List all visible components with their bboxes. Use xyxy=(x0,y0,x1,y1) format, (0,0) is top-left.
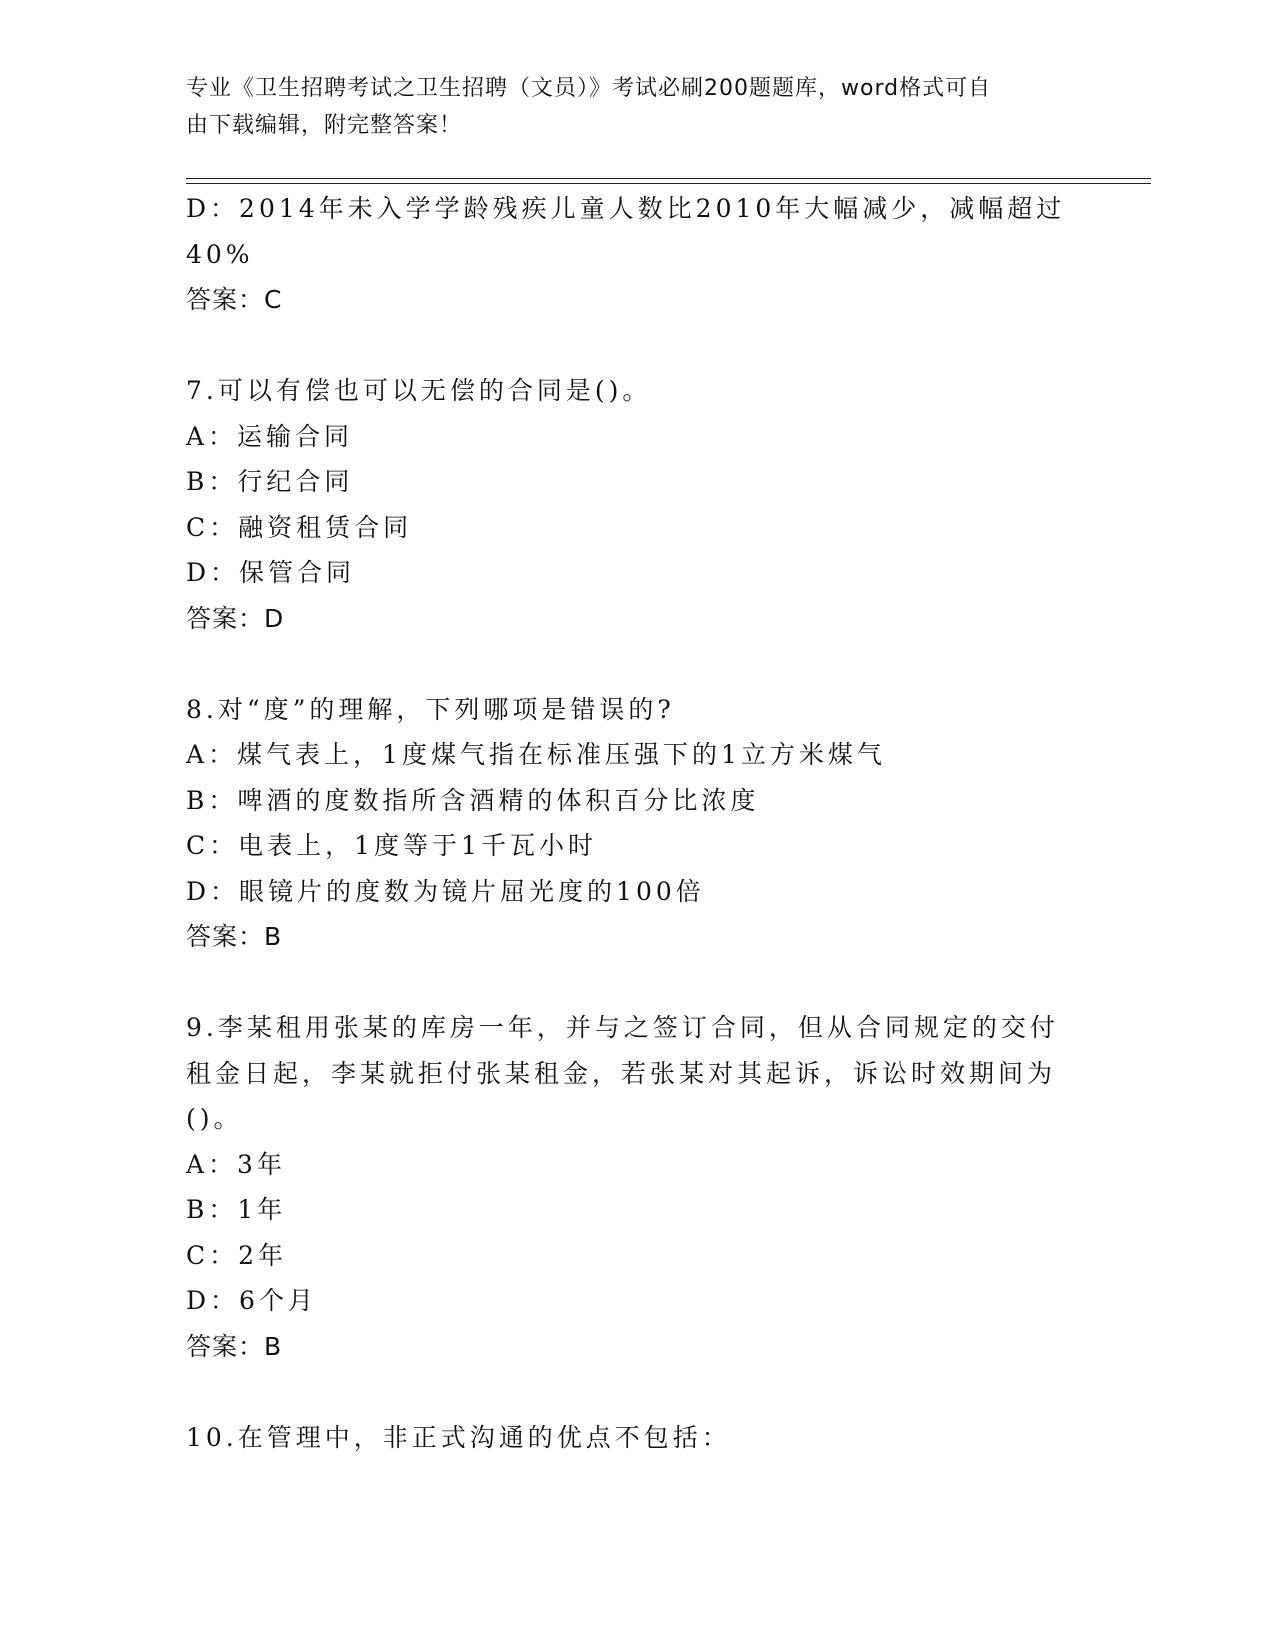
option-a: A：煤气表上，1度煤气指在标准压强下的1立方米煤气 xyxy=(186,740,886,769)
spacer xyxy=(186,323,1076,369)
option-d: D：眼镜片的度数为镜片屈光度的100倍 xyxy=(186,876,705,906)
question-text-continued: 租金日起，李某就拒付张某租金，若张某对其起诉，诉讼时效期间为 xyxy=(186,1058,1057,1088)
option-c: C：电表上，1度等于1千瓦小时 xyxy=(186,831,597,860)
question-7 xyxy=(186,368,1076,641)
spacer xyxy=(186,641,1076,687)
option-d-continued: 40% xyxy=(186,239,254,269)
answer-label: 答案：D xyxy=(186,603,285,633)
option-d: D：6个月 xyxy=(186,1286,317,1315)
question-text-continued: ()。 xyxy=(186,1104,243,1133)
answer-label: 答案：C xyxy=(186,285,283,314)
header-line-2: 由下载编辑，附完整答案！ xyxy=(186,113,463,138)
answer-label: 答案：B xyxy=(186,1331,283,1361)
question-text: 8.对“度”的理解，下列哪项是错误的? xyxy=(186,694,675,724)
header-rule-top xyxy=(186,178,1151,179)
header-rule-bottom xyxy=(186,183,1151,184)
option-d: D：2014年未入学学龄残疾儿童人数比2010年大幅减少，减幅超过 xyxy=(186,194,1066,223)
option-c: C：融资租赁合同 xyxy=(186,512,413,542)
question-6-tail xyxy=(186,186,1076,323)
question-text: 10.在管理中，非正式沟通的优点不包括： xyxy=(186,1422,731,1452)
header-line-1: 专业《卫生招聘考试之卫生招聘（文员）》考试必刷200题题库，word格式可自 xyxy=(186,76,992,101)
spacer xyxy=(186,960,1076,1006)
spacer xyxy=(186,1369,1076,1415)
question-10 xyxy=(186,1415,1076,1461)
question-text: 9.李某租用张某的库房一年，并与之签订合同，但从合同规定的交付 xyxy=(186,1013,1059,1042)
answer-label: 答案：B xyxy=(186,922,283,951)
option-a: A：3年 xyxy=(186,1149,286,1179)
option-b: B：啤酒的度数指所含酒精的体积百分比浓度 xyxy=(186,785,760,815)
option-b: B：行纪合同 xyxy=(186,467,354,496)
option-b: B：1年 xyxy=(186,1195,287,1224)
question-9 xyxy=(186,1005,1076,1369)
option-c: C：2年 xyxy=(186,1240,288,1270)
document-header xyxy=(186,70,1066,144)
option-a: A：运输合同 xyxy=(186,421,354,451)
question-text: 7.可以有偿也可以无偿的合同是()。 xyxy=(186,376,652,405)
option-d: D：保管合同 xyxy=(186,558,356,587)
question-8 xyxy=(186,687,1076,960)
document-body xyxy=(186,186,1076,1460)
